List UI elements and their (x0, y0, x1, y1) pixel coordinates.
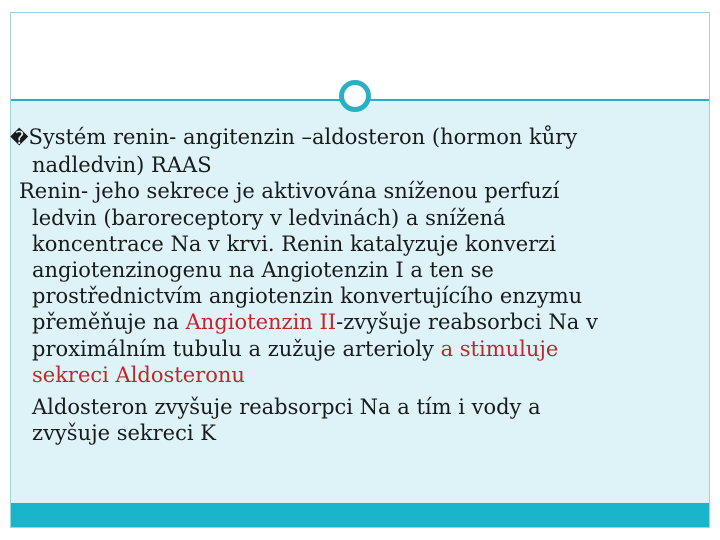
stimuluje-highlight: a stimuluje (440, 336, 559, 361)
renin-line-1: Renin- jeho sekrece je aktivována sníženou perfuzí (19, 179, 560, 204)
text-segment: přeměňuje na (32, 310, 186, 335)
bullet-line-2: nadledvin) RAAS (32, 153, 212, 178)
aldosteron-line-2: zvyšuje sekreci K (32, 421, 216, 446)
text-segment: proximálním tubulu a zužuje arterioly (32, 336, 441, 361)
renin-line-3: koncentrace Na v krvi. Renin katalyzuje konverzi (32, 231, 556, 256)
renin-line-4: angiotenzinogenu na Angiotenzin I a ten se (32, 258, 494, 283)
angiotenzin-ii-highlight: Angiotenzin II (185, 310, 337, 335)
slide-body-text (10, 124, 682, 446)
text-segment: -zvyšuje reabsorbci Na v (336, 310, 598, 335)
aldosteron-line-1: Aldosteron zvyšuje reabsorpci Na a tím i vody a (32, 395, 541, 420)
circle-ornament-icon (339, 80, 371, 112)
renin-line-2: ledvin (baroreceptory v ledvinách) a snížená (32, 205, 506, 230)
renin-line-5: prostřednictvím angiotenzin konvertujícího enzymu (32, 284, 583, 309)
bullet-title-text: Systém renin- angitenzin –aldosteron (hormon kůry (28, 125, 578, 149)
bottom-bar (11, 503, 709, 527)
renin-line-7 (32, 336, 682, 362)
aldosteronu-highlight: sekreci Aldosteronu (32, 362, 245, 387)
renin-line-6 (32, 309, 682, 335)
bullet-line-1 (10, 124, 682, 152)
bullet-icon: � (10, 128, 29, 149)
